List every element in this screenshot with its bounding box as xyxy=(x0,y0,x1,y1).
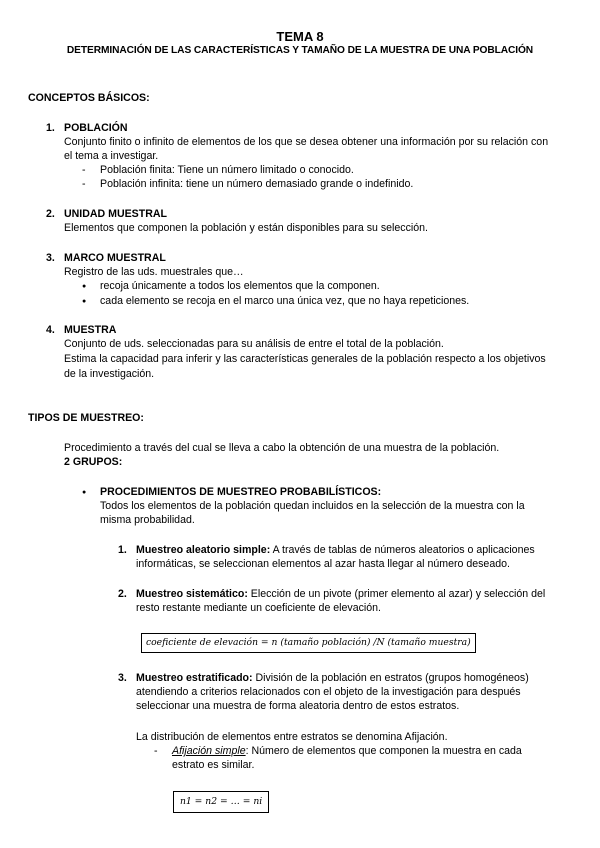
item-number: 2. xyxy=(118,588,127,600)
muestreo-sistematico: Muestreo sistemático: Elección de un pivote (primer elemento al azar) y selección del xyxy=(136,588,546,600)
proc-text: misma probabilidad. xyxy=(100,514,195,526)
item-number: 4. xyxy=(46,324,55,336)
item-text: el tema a investigar. xyxy=(64,150,159,162)
afijacion-simple: - Afijación simple: Número de elementos que componen la muestra en cada xyxy=(172,745,522,759)
section-heading-tipos: TIPOS DE MUESTREO: xyxy=(28,412,144,424)
intro-text: Procedimiento a través del cual se lleva a cabo la obtención de una muestra de la población. xyxy=(64,442,500,454)
item-text: Estima la capacidad para inferir y las características generales de la población respecto a los objetivos xyxy=(64,353,546,365)
list-item: ● cada elemento se recoja en el marco una única vez, que no haya repeticiones. xyxy=(100,295,469,309)
item-text: Conjunto finito o infinito de elementos de los que se desea obtener una información por su relación con xyxy=(64,136,549,148)
item-text: informáticas, se seleccionan elementos al azar hasta llegar al número deseado. xyxy=(136,558,510,570)
item-text: seleccionar una muestra de forma aleatoria dentro de estos estratos. xyxy=(136,700,460,712)
proc-title: ● PROCEDIMIENTOS DE MUESTREO PROBABILÍSTICOS: xyxy=(100,486,381,500)
item-text: estrato es similar. xyxy=(172,759,255,771)
item-title-marco-muestral: MARCO MUESTRAL xyxy=(64,252,166,264)
list-item: - Población infinita: tiene un número demasiado grande o indefinido. xyxy=(100,178,413,192)
page-subtitle: DETERMINACIÓN DE LAS CARACTERÍSTICAS Y TAMAÑO DE LA MUESTRA DE UNA POBLACIÓN xyxy=(66,45,534,56)
afijacion-intro: La distribución de elementos entre estratos se denomina Afijación. xyxy=(136,731,448,743)
section-heading-conceptos: CONCEPTOS BÁSICOS: xyxy=(28,92,150,104)
item-text: Elementos que componen la población y están disponibles para su selección. xyxy=(64,222,428,234)
item-title-muestra: MUESTRA xyxy=(64,324,117,336)
muestreo-estratificado: Muestreo estratificado: División de la población en estratos (grupos homogéneos) xyxy=(136,672,529,684)
item-title-poblacion: POBLACIÓN xyxy=(64,122,128,134)
item-number: 1. xyxy=(46,122,55,134)
item-text: Conjunto de uds. seleccionadas para su análisis de entre el total de la población. xyxy=(64,338,444,350)
grupos-label: 2 GRUPOS: xyxy=(64,456,123,468)
item-number: 3. xyxy=(118,672,127,684)
muestreo-aleatorio-simple: Muestreo aleatorio simple: A través de tablas de números aleatorios o aplicaciones xyxy=(136,544,535,556)
item-number: 3. xyxy=(46,252,55,264)
proc-text: Todos los elementos de la población quedan incluidos en la selección de la muestra con la xyxy=(100,500,525,512)
item-text: atendiendo a criterios relacionados con el objeto de la investigación para después xyxy=(136,686,521,698)
item-number: 2. xyxy=(46,208,55,220)
formula-coeficiente: coeficiente de elevación = n (tamaño población) /N (tamaño muestra) xyxy=(141,633,476,653)
list-item: ● recoja únicamente a todos los elementos que la componen. xyxy=(100,280,380,294)
list-item: - Población finita: Tiene un número limitado o conocido. xyxy=(100,164,354,178)
item-title-unidad-muestral: UNIDAD MUESTRAL xyxy=(64,208,167,220)
item-text: de la investigación. xyxy=(64,368,155,380)
formula-afijacion: n1 = n2 = … = ni xyxy=(173,791,269,813)
item-text: Registro de las uds. muestrales que… xyxy=(64,266,244,278)
item-text: resto restante mediante un coeficiente de elevación. xyxy=(136,602,381,614)
item-number: 1. xyxy=(118,544,127,556)
page-title: TEMA 8 xyxy=(276,29,324,44)
